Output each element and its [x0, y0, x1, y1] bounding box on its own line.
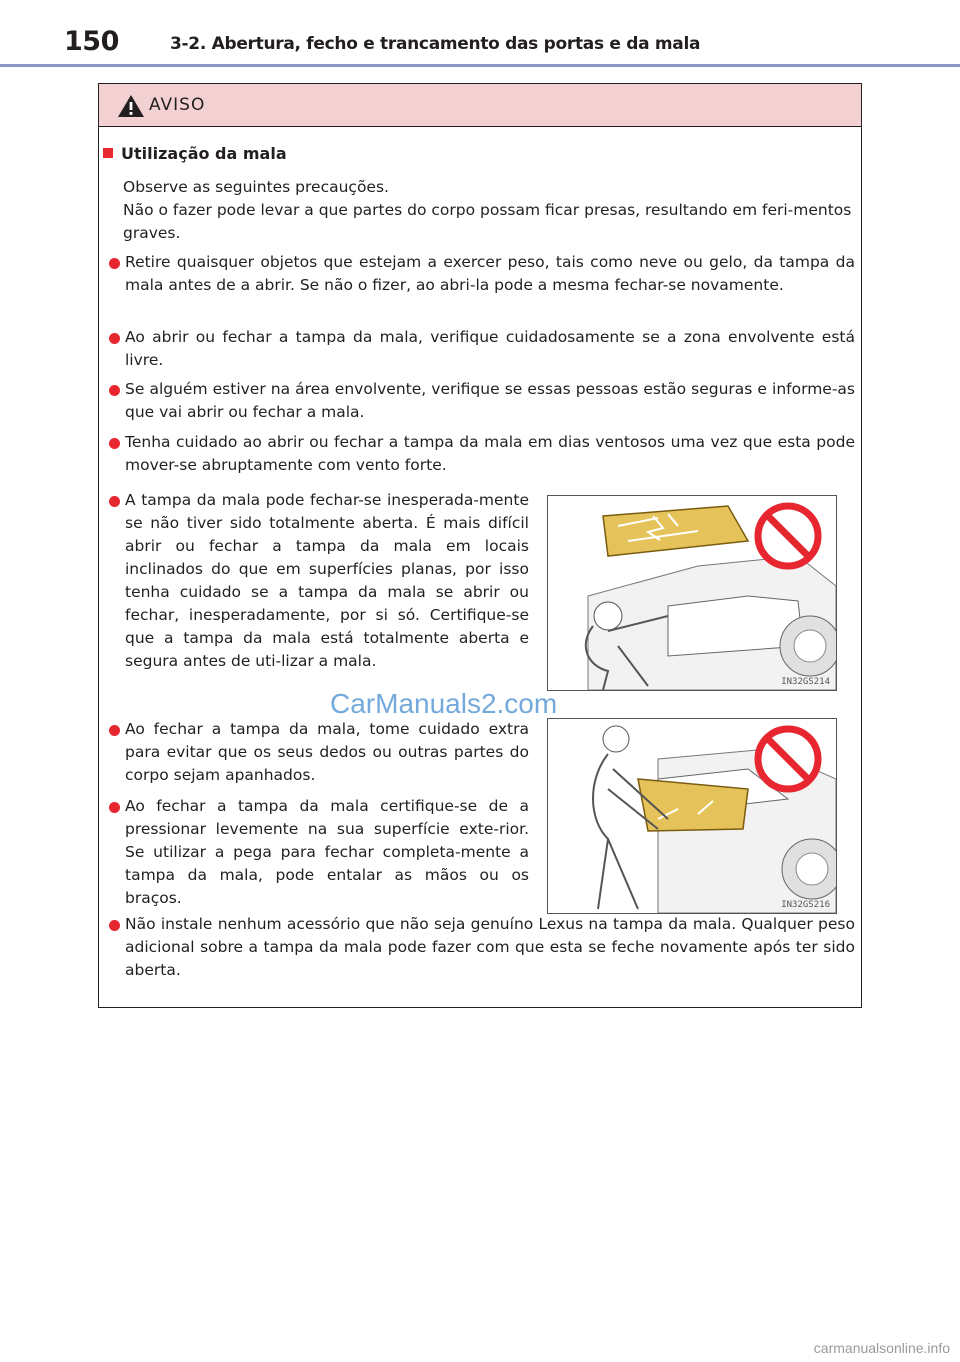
- bullet-dot-icon: [109, 725, 120, 736]
- bullet-dot-icon: [109, 496, 120, 507]
- bullet-dot-icon: [109, 802, 120, 813]
- watermark: CarManuals2.com: [330, 688, 558, 719]
- page-number: 150: [64, 26, 119, 57]
- section-title-text: Utilização da mala: [121, 144, 287, 163]
- intro-line-2: Não o fazer pode levar a que partes do corpo possam ficar presas, resultando em feri-mentos graves.: [123, 201, 852, 242]
- chapter-title: 3-2. Abertura, fecho e trancamento das portas e da mala: [170, 34, 701, 54]
- warning-header: [99, 84, 861, 127]
- bullet-text: Ao fechar a tampa da mala, tome cuidado extra para evitar que os seus dedos ou outras partes do corpo sejam apanhados.: [125, 720, 529, 784]
- bullet-text: Não instale nenhum acessório que não seja genuíno Lexus na tampa da mala. Qualquer peso adicional sobre a tampa da mala pode fazer com que esta se feche novamente após ter sido aberta.: [125, 915, 855, 979]
- illustration-closing-lid: [547, 718, 837, 914]
- illustration-open-lid: [547, 495, 837, 691]
- bullet-dot-icon: [109, 333, 120, 344]
- bullet-item: [107, 489, 529, 673]
- section-title: [103, 144, 287, 163]
- bullet-dot-icon: [109, 385, 120, 396]
- illustration-code: IN32GS216: [781, 900, 830, 910]
- bullet-item: [107, 431, 855, 477]
- warning-label: AVISO: [149, 95, 206, 115]
- footer-watermark: carmanualsonline.info: [813, 1340, 950, 1356]
- red-square-icon: [103, 148, 113, 158]
- bullet-dot-icon: [109, 920, 120, 931]
- bullet-text: Tenha cuidado ao abrir ou fechar a tampa da mala em dias ventosos uma vez que esta pode mover-se abruptamente com vento forte.: [125, 433, 855, 474]
- header-rule: [0, 64, 960, 67]
- warning-triangle-icon: [117, 94, 145, 118]
- bullet-item: [107, 251, 855, 297]
- bullet-item: [107, 795, 529, 910]
- bullet-text: Ao abrir ou fechar a tampa da mala, verifique cuidadosamente se a zona envolvente está livre.: [125, 328, 855, 369]
- bullet-dot-icon: [109, 438, 120, 449]
- intro-line-1: Observe as seguintes precauções.: [123, 178, 389, 196]
- warning-box: [98, 83, 862, 1008]
- bullet-item: [107, 378, 855, 424]
- illustration-code: IN32GS214: [781, 677, 830, 687]
- bullet-item: [107, 326, 855, 372]
- bullet-item: [107, 913, 855, 982]
- bullet-text: Retire quaisquer objetos que estejam a exercer peso, tais como neve ou gelo, da tampa da mala antes de a abrir. Se não o fizer, ao abri-la pode a mesma fechar-se novamente.: [125, 253, 855, 294]
- bullet-text: A tampa da mala pode fechar-se inesperada-mente se não tiver sido totalmente aberta. É mais difícil abrir ou fechar a tampa da mala em locais inclinados do que em superfícies planas, por isso tenha cuidado se a tampa da mala se abrir ou fechar, inesperadamente, por si só. Certifique-se que a tampa da mala está totalmente aberta e segura antes de uti-lizar a mala.: [125, 491, 529, 670]
- bullet-dot-icon: [109, 258, 120, 269]
- bullet-text: Se alguém estiver na área envolvente, verifique se essas pessoas estão seguras e informe-as que vai abrir ou fechar a mala.: [125, 380, 855, 421]
- bullet-text: Ao fechar a tampa da mala certifique-se de a pressionar levemente na sua superfície exte-rior. Se utilizar a pega para fechar completa-mente a tampa da mala, pode entalar as mãos ou os braços.: [125, 797, 529, 907]
- bullet-item: [107, 718, 529, 787]
